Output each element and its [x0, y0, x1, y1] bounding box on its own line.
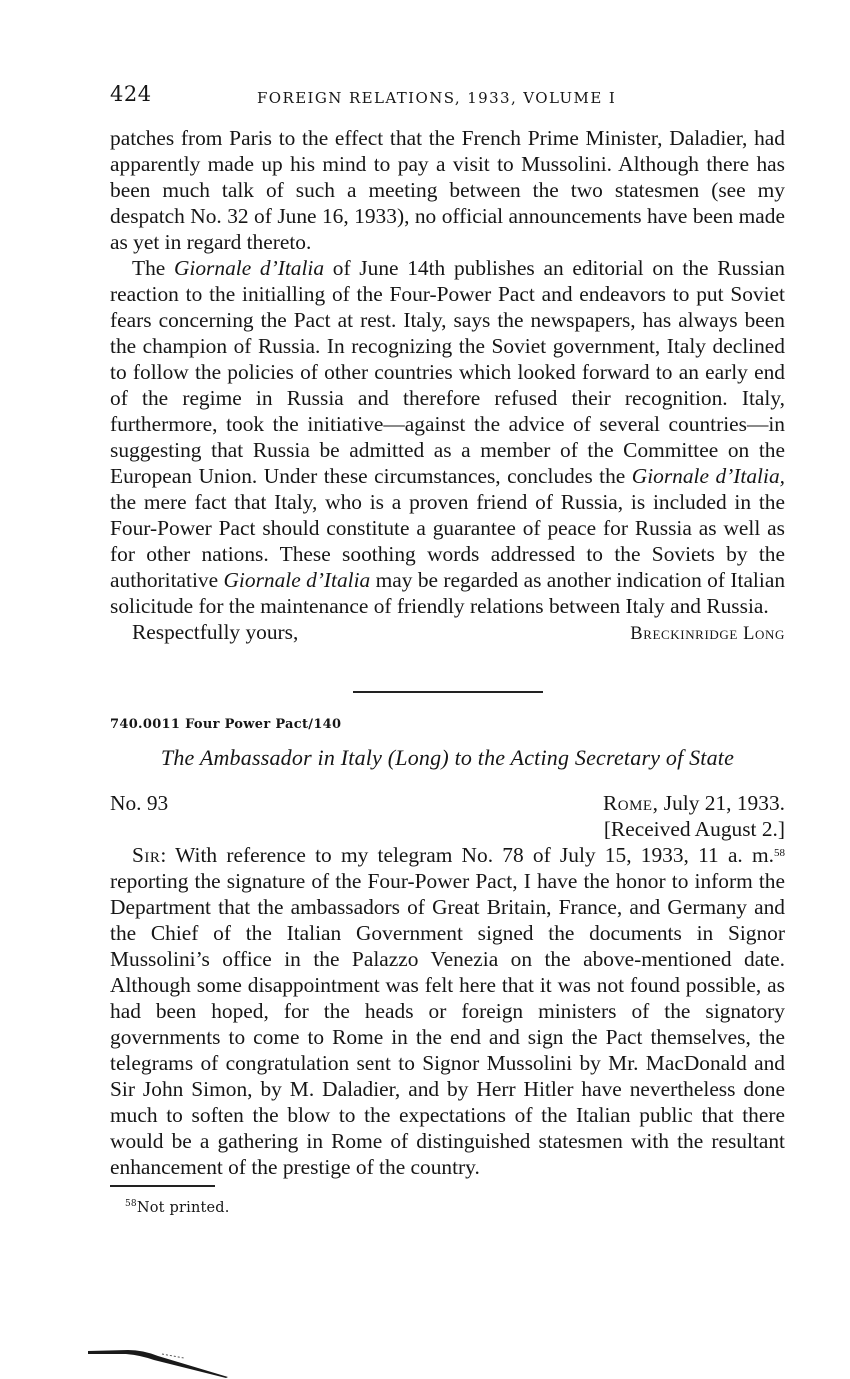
newspaper-title: Giornale d’Italia, [631, 464, 785, 488]
page-number: 424 [110, 82, 152, 106]
heading-name: Long [395, 745, 442, 770]
place-date [603, 790, 785, 816]
editorial-text: the mere fact that Italy, who is a proven friend of Russia, is included in the Four-Power Pact should constitute a guarantee of peace for Russia as well as for other nations. These soothing words addressed to the Soviets by the authoritative [110, 490, 785, 592]
received-date: [Received August 2.] [603, 817, 785, 841]
letter-body [110, 842, 785, 1180]
editorial-text: of June 14th publishes an editorial on the Russian reaction to the initialling of the Four-Power Pact and endeavors to put Soviet fears concerning the Pact at rest. Italy, says the newspapers, has always been the champion of Russia. In recognizing the Soviet government, Italy declined to follow the policies of other countries which looked forward to an early end of the regime in Russia and therefore refused their recognition. Italy, furthermore, took the initiative—against the advice of several countries—in suggesting that Russia be admitted as a member of the Committee on the European Union. Under these circumstances, concludes the [110, 256, 786, 488]
footnote-divider [110, 1185, 215, 1187]
signoff [110, 619, 785, 647]
editorial-paragraph [110, 255, 785, 619]
file-reference: 740.0011 Four Power Pact/140 [110, 717, 342, 732]
running-title: FOREIGN RELATIONS, 1933, VOLUME I [257, 89, 617, 107]
body-text: reporting the signature of the Four-Power Pact, I have the honor to inform the Department that the ambassadors of Great Britain, France, and Germany and the Chief of the Italian Government signed the documents in Signor Mussolini’s office in the Palazzo Venezia on the above-mentioned date. Although some disappointment was felt here that it was not found possible, as had been hoped, for the heads or foreign ministers of the signatory governments to come to Rome in the end and sign the Pact themselves, the telegrams of congratulation sent to Signor Mussolini by Mr. MacDonald and Sir John Simon, by M. Daladier, and by Herr Hitler have nevertheless done much to soften the blow to the expectations of the Italian public that there would be a gathering in Rome of distinguished statesmen with the resultant enhancement of the prestige of the country. [110, 869, 785, 1179]
signature: Breckinridge Long [630, 624, 785, 644]
date: July 21, 1933. [658, 791, 785, 815]
footnote-reference[interactable]: 58 [774, 847, 785, 859]
dateline [110, 790, 785, 842]
document-number: No. 93 [110, 791, 169, 815]
newspaper-title: Giornale d’Italia [173, 256, 325, 280]
footnote [110, 1199, 785, 1216]
closing: Respectfully yours, [132, 620, 299, 644]
heading-text: ) to the Acting Secretary of State [441, 745, 735, 770]
place: Rome, [602, 791, 659, 815]
heading-text: The Ambassador in Italy ( [160, 745, 396, 770]
page [110, 80, 785, 1216]
running-head [110, 80, 785, 114]
salutation: Sir [132, 843, 161, 867]
document-heading [110, 745, 785, 771]
continuation-paragraph: patches from Paris to the effect that the French Prime Minister, Daladier, had apparently made up his mind to pay a visit to Mussolini. Although there has been much talk of such a meeting between the two statesmen (see my despatch No. 32 of June 16, 1933), no official announcements have been made as yet in regard thereto. [110, 126, 785, 254]
editorial-text: The [132, 256, 174, 280]
scan-artifact-mark [88, 1338, 238, 1378]
body-text: : With reference to my telegram No. 78 of July 15, 1933, 11 a. m. [160, 843, 774, 867]
footnote-marker: 58 [125, 1199, 137, 1209]
section-divider [353, 691, 543, 693]
footnote-text: Not printed. [136, 1199, 230, 1216]
editorial-text: may be regarded as another indication of Italian solicitude for the maintenance of friendly relations between Italy and Russia. [110, 568, 786, 618]
newspaper-title: Giornale d’Italia [223, 568, 371, 592]
